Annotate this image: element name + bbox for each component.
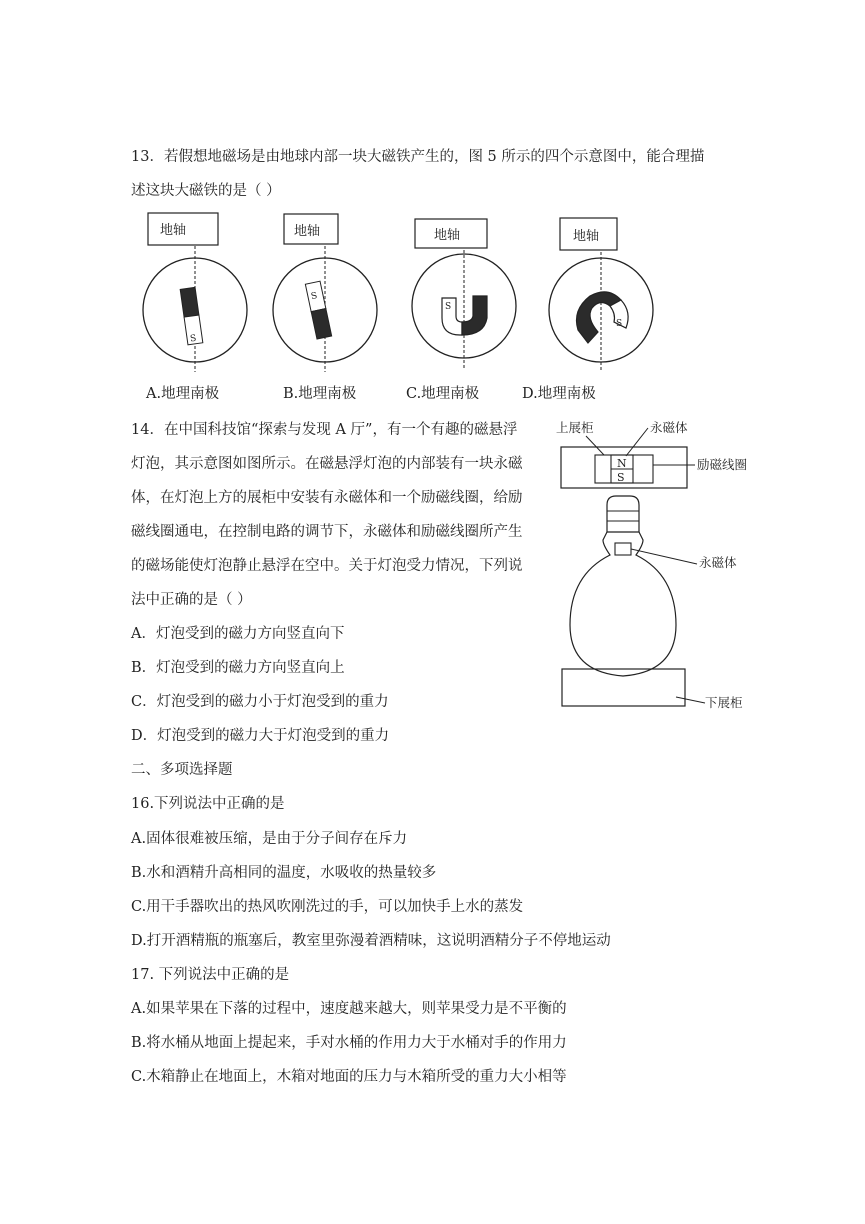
section-title-multiple-choice: 二、多项选择题 [131,762,233,778]
q17-option-c: C.木箱静止在地面上，木箱对地面的压力与木箱所受的重力大小相等 [131,1069,567,1085]
pole-n: N [617,457,627,470]
svg-text:S: S [445,302,452,312]
q14-stem-line2: 灯泡，其示意图如图所示。在磁悬浮灯泡的内部装有一块永磁 [131,456,523,472]
q13-option-b: B.地理南极 [283,386,357,402]
q14-stem-line1: 14．在中国科技馆“探索与发现 A 厅”，有一个有趣的磁悬浮 [131,422,518,438]
q14-stem-line3: 体，在灯泡上方的展柜中安装有永磁体和一个励磁线圈，给励 [131,490,523,506]
q13-axis-label-d: 地轴 [573,229,600,244]
q14-stem-line4: 磁线圈通电，在控制电路的调节下，永磁体和励磁线圈所产生 [131,524,523,540]
q13-stem-line1: 13．若假想地磁场是由地球内部一块大磁铁产生的，图 5 所示的四个示意图中，能合理描 [131,149,705,165]
label-magnet-bulb: 永磁体 [699,555,737,570]
label-coil: 励磁线圈 [697,457,748,472]
label-magnet-top: 永磁体 [650,420,688,435]
q16-option-d: D.打开酒精瓶的瓶塞后，教室里弥漫着酒精味，这说明酒精分子不停地运动 [131,933,611,949]
q13-figures [0,0,865,420]
q13-axis-label-a: 地轴 [160,223,187,238]
q16-option-a: A.固体很难被压缩，是由于分子间存在斥力 [131,831,408,847]
pole-s: S [617,471,625,484]
q13-option-a: A.地理南极 [146,386,220,402]
q17-option-b: B.将水桶从地面上提起来，手对水桶的作用力大于水桶对手的作用力 [131,1035,567,1051]
q14-option-a: A．灯泡受到的磁力方向竖直向下 [131,626,345,642]
q14-stem-line6: 法中正确的是（ ） [131,592,252,608]
q14-option-c: C．灯泡受到的磁力小于灯泡受到的重力 [131,694,389,710]
svg-text:S: S [189,333,198,345]
q13-option-d: D.地理南极 [522,386,596,402]
q14-option-d: D．灯泡受到的磁力大于灯泡受到的重力 [131,728,390,744]
q16-stem: 16.下列说法中正确的是 [131,796,285,812]
q13-figure-a [143,213,247,372]
q16-option-b: B.水和酒精升高相同的温度，水吸收的热量较多 [131,865,437,881]
q14-stem-line5: 的磁场能使灯泡静止悬浮在空中。关于灯泡受力情况，下列说 [131,558,523,574]
q13-option-c: C.地理南极 [406,386,480,402]
q14-option-b: B．灯泡受到的磁力方向竖直向上 [131,660,345,676]
label-lower-cabinet: 下展柜 [705,695,743,710]
q17-option-a: A.如果苹果在下落的过程中，速度越来越大，则苹果受力是不平衡的 [131,1001,567,1017]
q13-figure-b [273,214,377,372]
q13-stem-line2: 述这块大磁铁的是（ ） [131,183,281,199]
svg-text:S: S [616,319,623,329]
q16-option-c: C.用干手器吹出的热风吹刚洗过的手，可以加快手上水的蒸发 [131,899,524,915]
svg-text:S: S [310,291,319,303]
q13-axis-label-b: 地轴 [294,224,321,239]
label-upper-cabinet: 上展柜 [556,420,594,435]
q13-figure-d [549,218,653,372]
q17-stem: 17. 下列说法中正确的是 [131,967,290,983]
q13-figure-c [412,219,516,370]
q13-axis-label-c: 地轴 [434,228,461,243]
q14-maglev-figure [540,410,860,720]
